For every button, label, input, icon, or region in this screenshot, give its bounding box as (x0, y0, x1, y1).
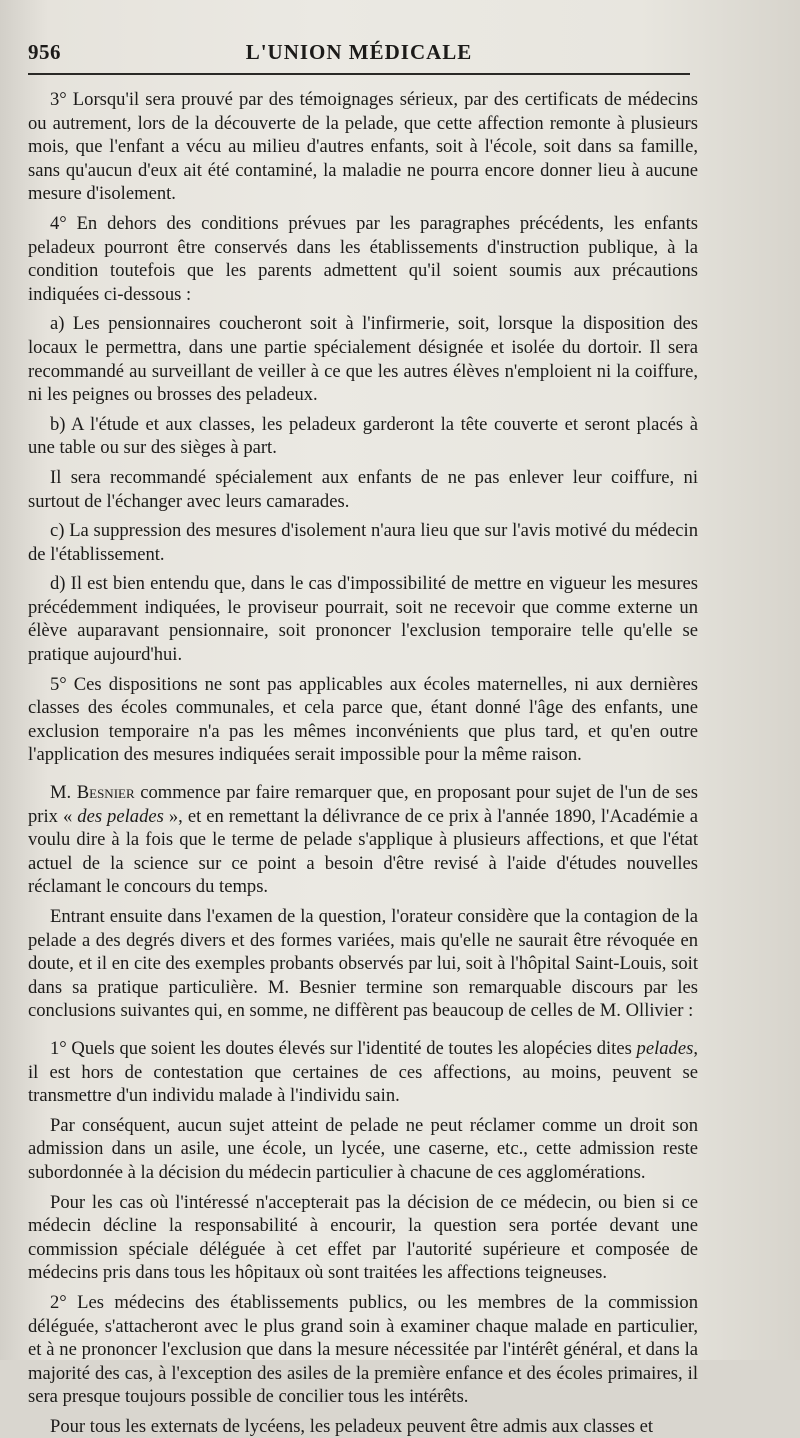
paragraph: 2° Les médecins des établissements publics, ou les membres de la commission déléguée, s'attacheront avec le plus grand soin à examiner chaque malade en particulier, et à ne prononcer l'exclusion que dans la mesure nécessitée par l'intérêt général, et dans la majorité des cas, à l'exception des asiles de la première enfance et des écoles primaires, il sera presque toujours possible de concilier tous les intérêts. (28, 1291, 698, 1408)
paragraph: Pour tous les externats de lycéens, les peladeux peuvent être admis aux classes et (50, 1415, 654, 1437)
article-body (28, 88, 698, 1438)
header-rule (28, 73, 690, 75)
paragraph: a) Les pensionnaires coucheront soit à l'infirmerie, soit, lorsque la disposition des locaux le permettra, dans une partie spécialement désignée et isolée du dortoir. Il sera recommandé au surveillant de veiller à ce que les autres élèves n'emploient ni la coiffure, ni les peignes ou brosses des peladeux. (28, 313, 698, 406)
paragraph: c) La suppression des mesures d'isolement n'aura lieu que sur l'avis motivé du médecin de l'établissement. (28, 520, 698, 565)
speaker-name: M. Besnier (50, 782, 135, 804)
paragraph-conclusion-1: 1° Quels que soient les doutes élevés sur l'identité de toutes les alopécies dites pelades, il est hors de contestation que certaines de ces affections, au moins, peuvent se transmettre d'un individu malade à l'individu sain. (28, 1037, 698, 1107)
paragraph: Il sera recommandé spécialement aux enfants de ne pas enlever leur coiffure, ni surtout de l'échanger avec leurs camarades. (28, 466, 698, 512)
journal-title: L'UNION MÉDICALE (245, 40, 473, 64)
paragraph: Par conséquent, aucun sujet atteint de pelade ne peut réclamer comme un droit son admission dans un asile, une école, un lycée, une caserne, etc., cette admission reste subordonnée à la décision du médecin particulier à chacune de ces agglomérations. (28, 1114, 698, 1183)
paragraph-besnier: M. Besnier commence par faire remarquer que, en proposant pour sujet de l'un de ses prix « des pelades », et en remettant la délivrance de ce prix à l'année 1890, l'Académie a voulu dire à la fois que le terme de pelade s'applique à plusieurs affections, et que l'état actuel de la science sur ce point a besoin d'être revisé à l'aide d'études nouvelles réclamant le concours du temps. (28, 782, 698, 898)
paragraph: 5° Ces dispositions ne sont pas applicables aux écoles maternelles, ni aux dernières classes des écoles communales, et cela parce que, étant donné l'âge des enfants, une exclusion temporaire n'a pas les mêmes inconvénients que plus tard, et qu'en outre l'application des mesures indiquées serait impossible pour la même raison. (28, 673, 698, 766)
paragraph: 4° En dehors des conditions prévues par les paragraphes précédents, les enfants peladeux pourront être conservés dans les établissements d'instruction publique, à la condition toutefois que les parents admettent qu'il soient soumis aux précautions indiquées ci-dessous : (28, 212, 698, 305)
page-number: 956 (28, 40, 61, 64)
paragraph: 3° Lorsqu'il sera prouvé par des témoignages sérieux, par des certificats de médecins ou autrement, lors de la découverte de la pelade, que cette affection remonte à plusieurs mois, que l'enfant a vécu au milieu d'autres enfants, soit à l'école, soit dans sa famille, sans qu'aucun d'eux ait été contaminé, la maladie ne pourra encore donner lieu à aucune mesure d'isolement. (28, 89, 698, 205)
page-header (28, 36, 690, 76)
paragraph: Pour les cas où l'intéressé n'accepterait pas la décision de ce médecin, ou bien si ce médecin décline la responsabilité à encourir, la question sera portée devant une commission spéciale déléguée à cet effet par l'autorité supérieure et composée de médecins pris dans tous les hôpitaux où sont traitées les affections teigneuses. (28, 1191, 698, 1284)
prize-title: des pelades (77, 805, 164, 827)
paragraph: Entrant ensuite dans l'examen de la question, l'orateur considère que la contagion de la pelade a des degrés divers et des formes variées, mais qu'elle ne saurait être révoquée en doute, et il en cite des exemples probants observés par lui, soit à l'hôpital Saint-Louis, soit dans sa pratique particulière. M. Besnier termine son remarquable discours par les conclusions suivantes qui, en somme, ne diffèrent pas beaucoup de celles de M. Ollivier : (28, 906, 698, 1022)
paragraph: b) A l'étude et aux classes, les peladeux garderont la tête couverte et seront placés à une table ou sur des sièges à part. (28, 413, 698, 459)
paragraph: d) Il est bien entendu que, dans le cas d'impossibilité de mettre en vigueur les mesures précédemment indiquées, le proviseur pourrait, soit ne recevoir que comme externe un élève auparavant pensionnaire, soit prononcer l'exclusion temporaire telle qu'elle se pratique aujourd'hui. (28, 573, 698, 666)
